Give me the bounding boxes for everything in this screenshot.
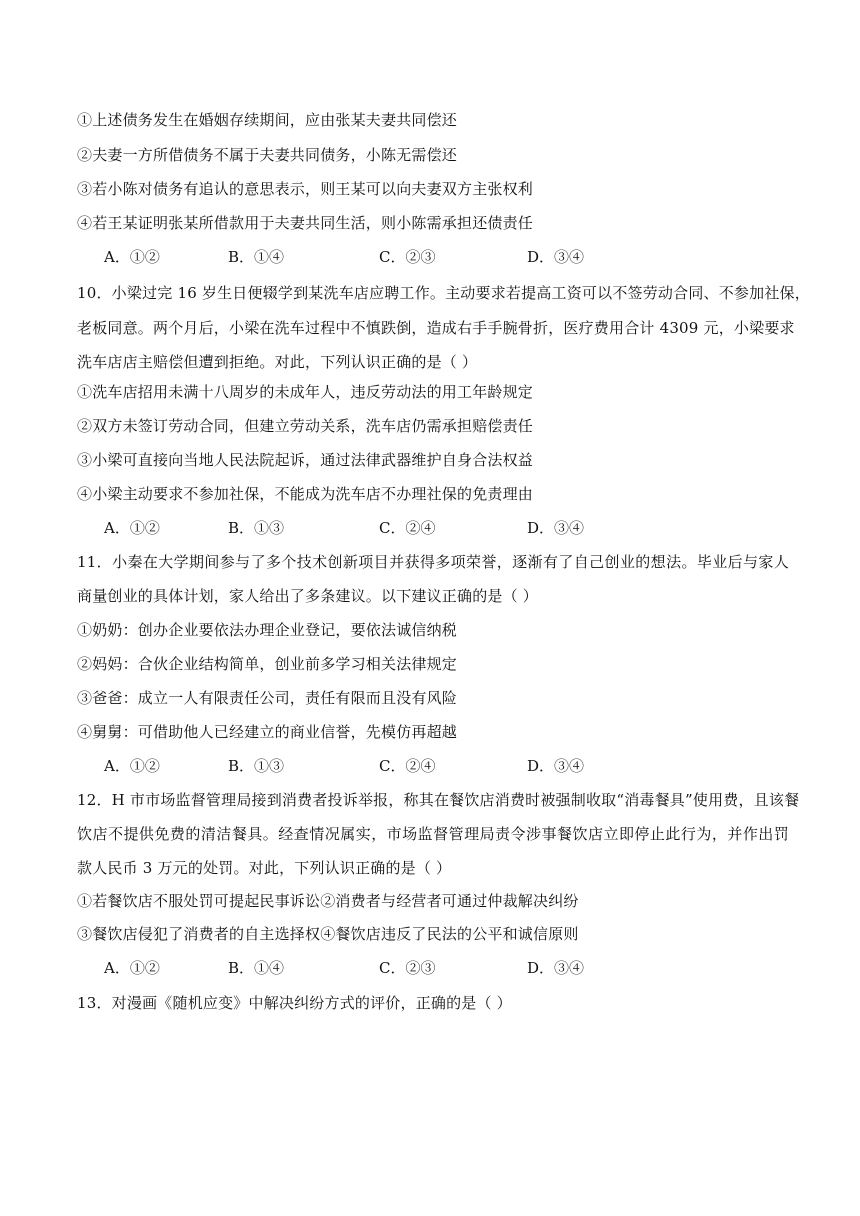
q12-stem-line-1: 12．H 市市场监督管理局接到消费者投诉举报，称其在餐饮店消费时被强制收取“消毒餐具”使用费，且该餐 <box>77 791 800 809</box>
q11-statement-3: ③爸爸：成立一人有限责任公司，责任有限而且没有风险 <box>77 689 458 707</box>
q10-option-a: A．①② <box>104 519 160 537</box>
q10-option-b: B．①③ <box>228 519 285 537</box>
q10-stem-line-1: 10．小梁过完 16 岁生日便辍学到某洗车店应聘工作。主动要求若提高工资可以不签劳动合同、不参加社保， <box>77 284 810 302</box>
q9-statement-4: ④若王某证明张某所借款用于夫妻共同生活，则小陈需承担还债责任 <box>77 214 534 232</box>
q10-stem-line-3: 洗车店店主赔偿但遭到拒绝。对此，下列认识正确的是（ ） <box>77 353 478 371</box>
q11-statement-2: ②妈妈：合伙企业结构简单，创业前多学习相关法律规定 <box>77 655 458 673</box>
q12-statement-row-1: ①若餐饮店不服处罚可提起民事诉讼②消费者与经营者可通过仲裁解决纠纷 <box>77 892 579 910</box>
q12-statement-row-2: ③餐饮店侵犯了消费者的自主选择权④餐饮店违反了民法的公平和诚信原则 <box>77 925 579 943</box>
q10-statement-2: ②双方未签订劳动合同，但建立劳动关系，洗车店仍需承担赔偿责任 <box>77 417 534 435</box>
q10-option-d: D．③④ <box>527 519 585 537</box>
q9-option-a: A．①② <box>104 248 160 266</box>
q10-option-c: C．②④ <box>379 519 436 537</box>
q12-option-a: A．①② <box>104 959 160 977</box>
q11-stem-line-2: 商量创业的具体计划，家人给出了多条建议。以下建议正确的是（ ） <box>77 587 538 605</box>
q12-stem-line-2: 饮店不提供免费的清洁餐具。经查情况属实，市场监督管理局责令涉事餐饮店立即停止此行为，并作出罚 <box>77 825 789 843</box>
q11-option-b: B．①③ <box>228 757 285 775</box>
q9-option-b: B．①④ <box>228 248 285 266</box>
q10-statement-4: ④小梁主动要求不参加社保，不能成为洗车店不办理社保的免责理由 <box>77 485 534 503</box>
q11-option-d: D．③④ <box>527 757 585 775</box>
q11-option-c: C．②④ <box>379 757 436 775</box>
q11-stem-line-1: 11．小秦在大学期间参与了多个技术创新项目并获得多项荣誉，逐渐有了自己创业的想法。毕业后与家人 <box>77 553 789 571</box>
q12-option-c: C．②③ <box>379 959 436 977</box>
q10-stem-line-2: 老板同意。两个月后，小梁在洗车过程中不慎跌倒，造成右手手腕骨折，医疗费用合计 4309 元，小梁要求 <box>77 319 795 337</box>
q9-statement-3: ③若小陈对债务有追认的意思表示，则王某可以向夫妻双方主张权利 <box>77 180 534 198</box>
q11-option-a: A．①② <box>104 757 160 775</box>
q9-option-c: C．②③ <box>379 248 436 266</box>
q11-statement-4: ④舅舅：可借助他人已经建立的商业信誉，先模仿再超越 <box>77 723 458 741</box>
q9-statement-2: ②夫妻一方所借债务不属于夫妻共同债务，小陈无需偿还 <box>77 146 458 164</box>
q11-statement-1: ①奶奶：创办企业要依法办理企业登记，要依法诚信纳税 <box>77 621 458 639</box>
q12-option-d: D．③④ <box>527 959 585 977</box>
q12-option-b: B．①④ <box>228 959 285 977</box>
q9-statement-1: ①上述债务发生在婚姻存续期间，应由张某夫妻共同偿还 <box>77 111 458 129</box>
q10-statement-1: ①洗车店招用未满十八周岁的未成年人，违反劳动法的用工年龄规定 <box>77 383 534 401</box>
q9-option-d: D．③④ <box>527 248 585 266</box>
q13-stem: 13．对漫画《随机应变》中解决纠纷方式的评价，正确的是（ ） <box>77 994 512 1012</box>
q12-stem-line-3: 款人民币 3 万元的处罚。对此，下列认识正确的是（ ） <box>77 859 452 877</box>
q10-statement-3: ③小梁可直接向当地人民法院起诉，通过法律武器维护自身合法权益 <box>77 451 534 469</box>
